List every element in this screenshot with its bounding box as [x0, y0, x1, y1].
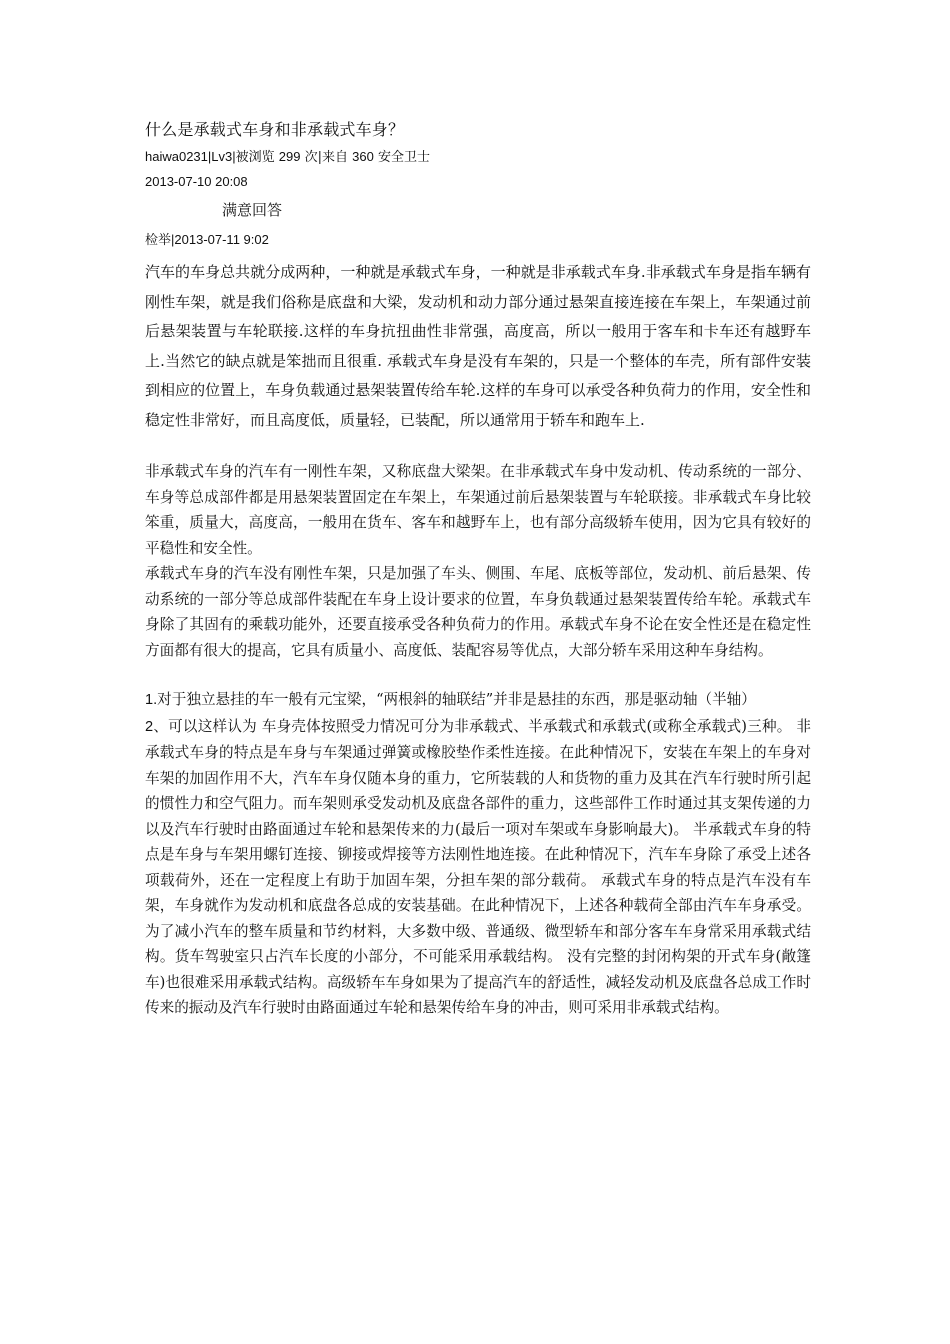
paragraph-gap — [145, 663, 811, 687]
non-load-bearing-paragraph: 非承载式车身的汽车有一刚性车架，又称底盘大梁架。在非承载式车身中发动机、传动系统的一部分、车身等总成部件都是用悬架装置固定在车架上，车架通过前后悬架装置与车轮联接。非承载式车身比较笨重，质量大，高度高，一般用在货车、客车和越野车上，也有部分高级轿车使用，因为它具有较好的平稳性和安全性。 — [145, 463, 811, 557]
point-1 — [145, 687, 811, 714]
load-bearing-paragraph: 承载式车身的汽车没有刚性车架，只是加强了车头、侧围、车尾、底板等部位，发动机、前后悬架、传动系统的一部分等总成部件装配在车身上设计要求的位置，车身负载通过悬架装置传给车轮。承载式车身除了其固有的乘载功能外，还要直接承受各种负荷力的作用。承载式车身不论在安全性还是在稳定性方面都有很大的提高，它具有质量小、高度低、装配容易等优点，大部分轿车采用这种车身结构。 — [145, 565, 811, 659]
report-label: 检举 — [145, 233, 172, 248]
paragraph-gap — [145, 435, 811, 459]
meta-user: haiwa0231|Lv3| — [145, 149, 236, 164]
meta-views-prefix: 被浏览 — [235, 150, 279, 165]
meta-views-suffix: 次|来自 — [300, 150, 353, 165]
document-page — [145, 118, 811, 1021]
meta-source-suffix: 安全卫士 — [373, 150, 430, 165]
report-line — [145, 231, 811, 250]
point-1-number: 1. — [145, 692, 158, 708]
answer-intro: 汽车的车身总共就分成两种，一种就是承载式车身，一种就是非承载式车身.非承载式车身是指车辆有刚性车架，就是我们俗称是底盘和大梁，发动机和动力部分通过悬架直接连接在车架上，车架通过前后悬架装置与车轮联接.这样的车身抗扭曲性非常强，高度高，所以一般用于客车和卡车还有越野车上.当然它的缺点就是笨拙而且很重. 承载式车身是没有车架的，只是一个整体的车壳，所有部件安装到相应的位置上，车身负载通过悬架装置传给车轮.这样的车身可以承受各种负荷力的作用，安全性和稳定性非常好，而且高度低，质量轻，已装配，所以通常用于轿车和跑车上. — [145, 263, 811, 429]
satisfied-answer-label: 满意回答 — [222, 201, 283, 219]
point-2-number: 2、 — [145, 718, 169, 735]
meta-views: 299 — [278, 149, 301, 164]
question-datetime: 2013-07-10 20:08 — [145, 174, 248, 189]
point-2 — [145, 714, 811, 1021]
point-2-text: 可以这样认为 车身壳体按照受力情况可分为非承载式、半承载式和承载式(或称全承载式)三种。 非承载式车身的特点是车身与车架通过弹簧或橡胶垫作柔性连接。在此种情况下，安装在车架上的车身对车架的加固作用不大，汽车车身仅随本身的重力，它所装载的人和货物的重力及其在汽车行驶时所引起的惯性力和空气阻力。而车架则承受发动机及底盘各部件的重力，这些部件工作时通过其支架传递的力以及汽车行驶时由路面通过车轮和悬架传来的力(最后一项对车架或车身影响最大)。 半承载式车身的特点是车身与车架用螺钉连接、铆接或焊接等方法刚性地连接。在此种情况下，汽车车身除了承受上述各项载荷外，还在一定程度上有助于加固车架，分担车架的部分载荷。 承载式车身的特点是汽车没有车架，车身就作为发动机和底盘各总成的安装基础。在此种情况下，上述各种载荷全部由汽车车身承受。为了减小汽车的整车质量和节约材料，大多数中级、普通级、微型轿车和部分客车车身常采用承载式结构。货车驾驶室只占汽车长度的小部分，不可能采用承载结构。 没有完整的封闭构架的开式车身(敞篷车)也很难采用承载式结构。高级轿车车身如果为了提高汽车的舒适性，减轻发动机及底盘各总成工作时传来的振动及汽车行驶时由路面通过车轮和悬架传给车身的冲击，则可采用非承载式结构。 — [145, 717, 811, 1016]
question-meta — [145, 148, 811, 167]
point-1-text: 对于独立悬挂的车一般有元宝梁，“两根斜的轴联结”并非是悬挂的东西，那是驱动轴（半轴） — [157, 691, 756, 708]
meta-source-num: 360 — [352, 149, 374, 164]
report-datetime: |2013-07-11 9:02 — [171, 232, 269, 247]
question-title: 什么是承载式车身和非承载式车身？ — [145, 120, 405, 139]
